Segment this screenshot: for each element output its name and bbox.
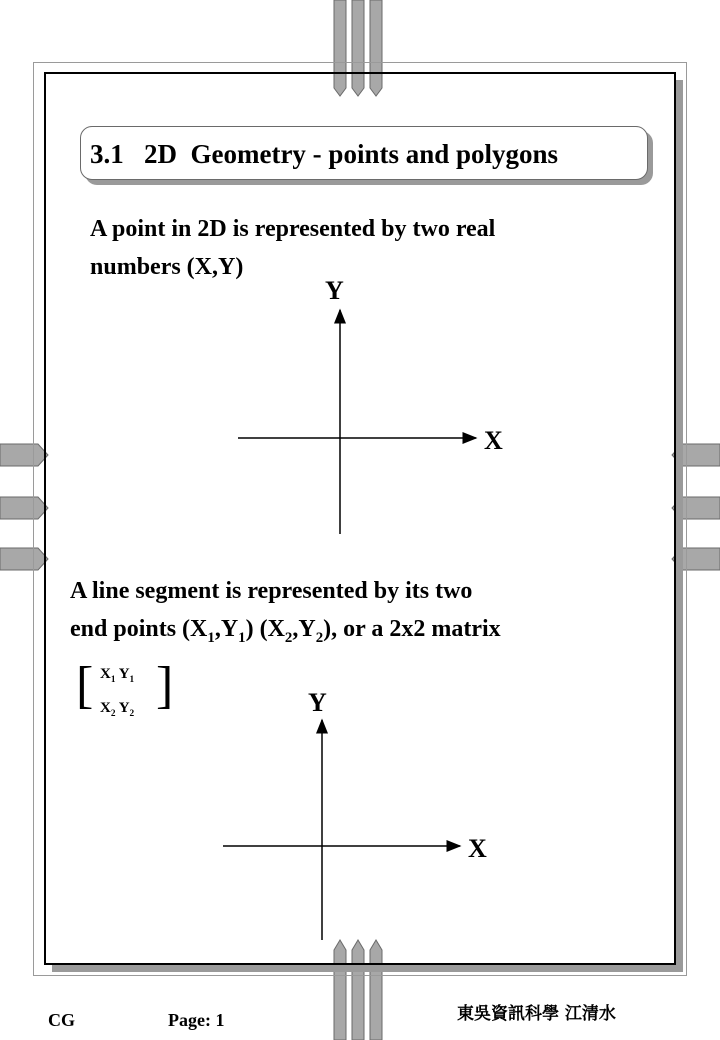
footer-author: 東吳資訊科學 江清水 bbox=[457, 1004, 616, 1024]
y2-subscript: 2 bbox=[315, 629, 324, 646]
line-segment-line-2 bbox=[70, 610, 501, 657]
y-axis-label-1: Y bbox=[325, 276, 344, 305]
point-description-line-2: numbers (X,Y) bbox=[90, 254, 244, 280]
x-axis-label-1: X bbox=[484, 426, 503, 455]
line-prefix: end points (X bbox=[70, 616, 208, 642]
axes-diagram-1 bbox=[230, 300, 490, 540]
axes-diagram-2 bbox=[215, 712, 475, 944]
x1-subscript: 1 bbox=[207, 629, 215, 646]
point-description-line-1: A point in 2D is represented by two real bbox=[90, 216, 496, 242]
comma-y2: ,Y bbox=[292, 616, 316, 642]
line-segment-description bbox=[70, 572, 501, 657]
y-axis-label-2: Y bbox=[308, 688, 327, 717]
x-axis-label-2: X bbox=[468, 834, 487, 863]
comma-y1: ,Y bbox=[214, 616, 239, 642]
footer-course: CG bbox=[48, 1010, 75, 1030]
x2-subscript: 2 bbox=[284, 629, 293, 646]
matrix-left-bracket: [ bbox=[76, 657, 94, 714]
matrix-row-2: $X_2$ $Y_2$ bbox=[100, 700, 135, 719]
line-suffix: ), or a 2x2 matrix bbox=[323, 616, 501, 642]
matrix-row-1: $X_1$ $Y_1$ bbox=[100, 666, 135, 685]
point-description bbox=[90, 210, 495, 286]
line-mid: ) (X bbox=[245, 616, 285, 642]
matrix-right-bracket: ] bbox=[156, 657, 174, 714]
frame-shadow-bottom bbox=[52, 965, 683, 972]
slide-title: 3.1 2D Geometry - points and polygons bbox=[90, 139, 559, 169]
footer-page: Page: 1 bbox=[168, 1010, 225, 1030]
line-segment-line-1: A line segment is represented by its two bbox=[70, 578, 473, 604]
frame-shadow-right bbox=[676, 80, 683, 972]
y1-subscript: 1 bbox=[238, 629, 246, 646]
